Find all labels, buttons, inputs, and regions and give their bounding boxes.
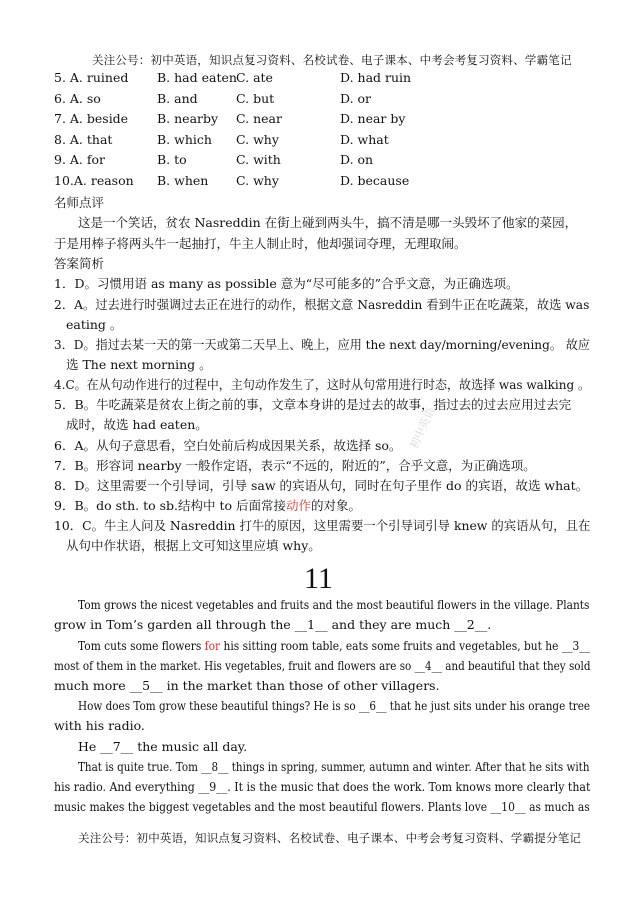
analysis-item: 3．D。指过去某一天的第一天或第二天早上、晚上，应用 the next day/morning/evening。 故应 — [54, 337, 590, 352]
passage-text: Tom cuts some flowers — [78, 638, 205, 653]
analysis-text: 9．B。do sth. to sb.结构中 to 后面常接 — [54, 498, 286, 513]
highlight-text: 动作 — [285, 498, 311, 513]
passage-line: with his radio. — [54, 718, 145, 733]
option-b: B. had eaten — [157, 70, 237, 85]
option-a: 7. A. beside — [54, 111, 129, 126]
passage-line: That is quite true. Tom __8__ things in spring, summer, autumn and winter. After that he sits with — [78, 759, 590, 774]
analysis-item — [54, 496, 361, 514]
option-c: C. near — [236, 111, 282, 126]
comment-text: 于是用棒子将两头牛一起抽打，牛主人制止时，他却强词夺理，无理取闹。 — [54, 236, 467, 251]
option-b: B. when — [157, 173, 209, 188]
analysis-item: 10．C。牛主人问及 Nasreddin 打牛的原因，这里需要一个引导词引导 knew 的宾语从句，且在 — [54, 518, 591, 533]
option-a: 8. A. that — [54, 132, 113, 147]
analysis-item: 6．A。从句子意思看，空白处前后构成因果关系，故选择 so。 — [54, 438, 402, 453]
passage-line: How does Tom grow these beautiful things? He is so __6__ that he just sits under his orange tree — [78, 698, 591, 713]
passage-line: most of them in the market. His vegetables, fruit and flowers are so __4__ and beautiful that they sold — [54, 658, 591, 673]
option-a: 5. A. ruined — [54, 70, 129, 85]
option-d: D. near by — [340, 111, 406, 126]
analysis-item-cont: 从句中作状语，根据上文可知这里应填 why。 — [66, 538, 321, 553]
analysis-item: 7．B。形容词 nearby 一般作定语，表示“不远的，附近的”，合乎文意，为正确选项。 — [54, 458, 536, 473]
watermark: 初中英语 — [407, 405, 438, 451]
passage-line: much more __5__ in the market than those of other villagers. — [54, 678, 440, 693]
passage-line: his radio. And everything __9__. It is the music that does the work. Tom knows more clearly that — [54, 779, 591, 794]
analysis-item-cont: eating 。 — [66, 317, 123, 332]
section-number: 11 — [304, 562, 333, 595]
passage-line — [78, 638, 590, 653]
option-d: D. or — [340, 91, 372, 106]
passage-line: He __7__ the music all day. — [78, 739, 248, 754]
comment-text: 这是一个笑话，贫农 Nasreddin 在街上碰到两头牛，搞不清是哪一头毁坏了他家的菜园， — [78, 215, 578, 230]
analysis-item: 5．B。牛吃蔬菜是贫农上街之前的事，文章本身讲的是过去的故事，指过去的过去应用过去完 — [54, 397, 572, 412]
option-c: C. but — [236, 91, 275, 106]
option-b: B. which — [157, 132, 212, 147]
comment-title: 名师点评 — [54, 195, 105, 210]
analysis-item: 2．A。过去进行时强调过去正在进行的动作，根据文意 Nasreddin 看到牛正在吃蔬菜，故选 was — [54, 297, 590, 312]
option-d: D. on — [340, 152, 374, 167]
option-d: D. had ruin — [340, 70, 412, 85]
option-c: C. why — [236, 173, 279, 188]
option-c: C. ate — [236, 70, 273, 85]
analysis-item-cont: 成时，故选 had eaten。 — [66, 417, 208, 432]
passage-line: grow in Tom’s garden all through the __1__ and they are much __2__. — [54, 617, 492, 632]
analysis-item-cont: 选 The next morning 。 — [66, 357, 212, 372]
option-d: D. because — [340, 173, 410, 188]
analysis-text: 的对象。 — [311, 498, 362, 513]
page-footer: 关注公号：初中英语，知识点复习资料、名校试卷、电子课本、中考会考复习资料、学霸提分笔记 — [78, 831, 582, 845]
option-c: C. with — [236, 152, 281, 167]
option-b: B. nearby — [157, 111, 219, 126]
option-a: 6. A. so — [54, 91, 101, 106]
option-b: B. and — [157, 91, 198, 106]
passage-line: music makes the biggest vegetables and the most beautiful flowers. Plants love __10__ as much as — [54, 799, 590, 814]
option-c: C. why — [236, 132, 279, 147]
analysis-title: 答案简析 — [54, 256, 105, 271]
passage-text: his sitting room table, eats some fruits and vegetables, but he __3__ — [220, 638, 590, 653]
option-d: D. what — [340, 132, 389, 147]
highlight-text: for — [204, 638, 221, 653]
option-a: 10.A. reason — [54, 173, 134, 188]
option-b: B. to — [157, 152, 187, 167]
analysis-item: 4.C。在从句动作进行的过程中，主句动作发生了，这时从句常用进行时态，故选择 was walking 。 — [54, 377, 591, 392]
analysis-item: 8．D。这里需要一个引导词，引导 saw 的宾语从句，同时在句子里作 do 的宾语，故选 what。 — [54, 478, 589, 493]
page-header: 关注公号：初中英语，知识点复习资料、名校试卷、电子课本、中考会考复习资料、学霸笔记 — [92, 53, 572, 67]
passage-line: Tom grows the nicest vegetables and fruits and the most beautiful flowers in the village. Plants — [78, 597, 590, 612]
option-a: 9. A. for — [54, 152, 106, 167]
analysis-item: 1．D。习惯用语 as many as possible 意为“尽可能多的”合乎文意，为正确选项。 — [54, 276, 519, 291]
